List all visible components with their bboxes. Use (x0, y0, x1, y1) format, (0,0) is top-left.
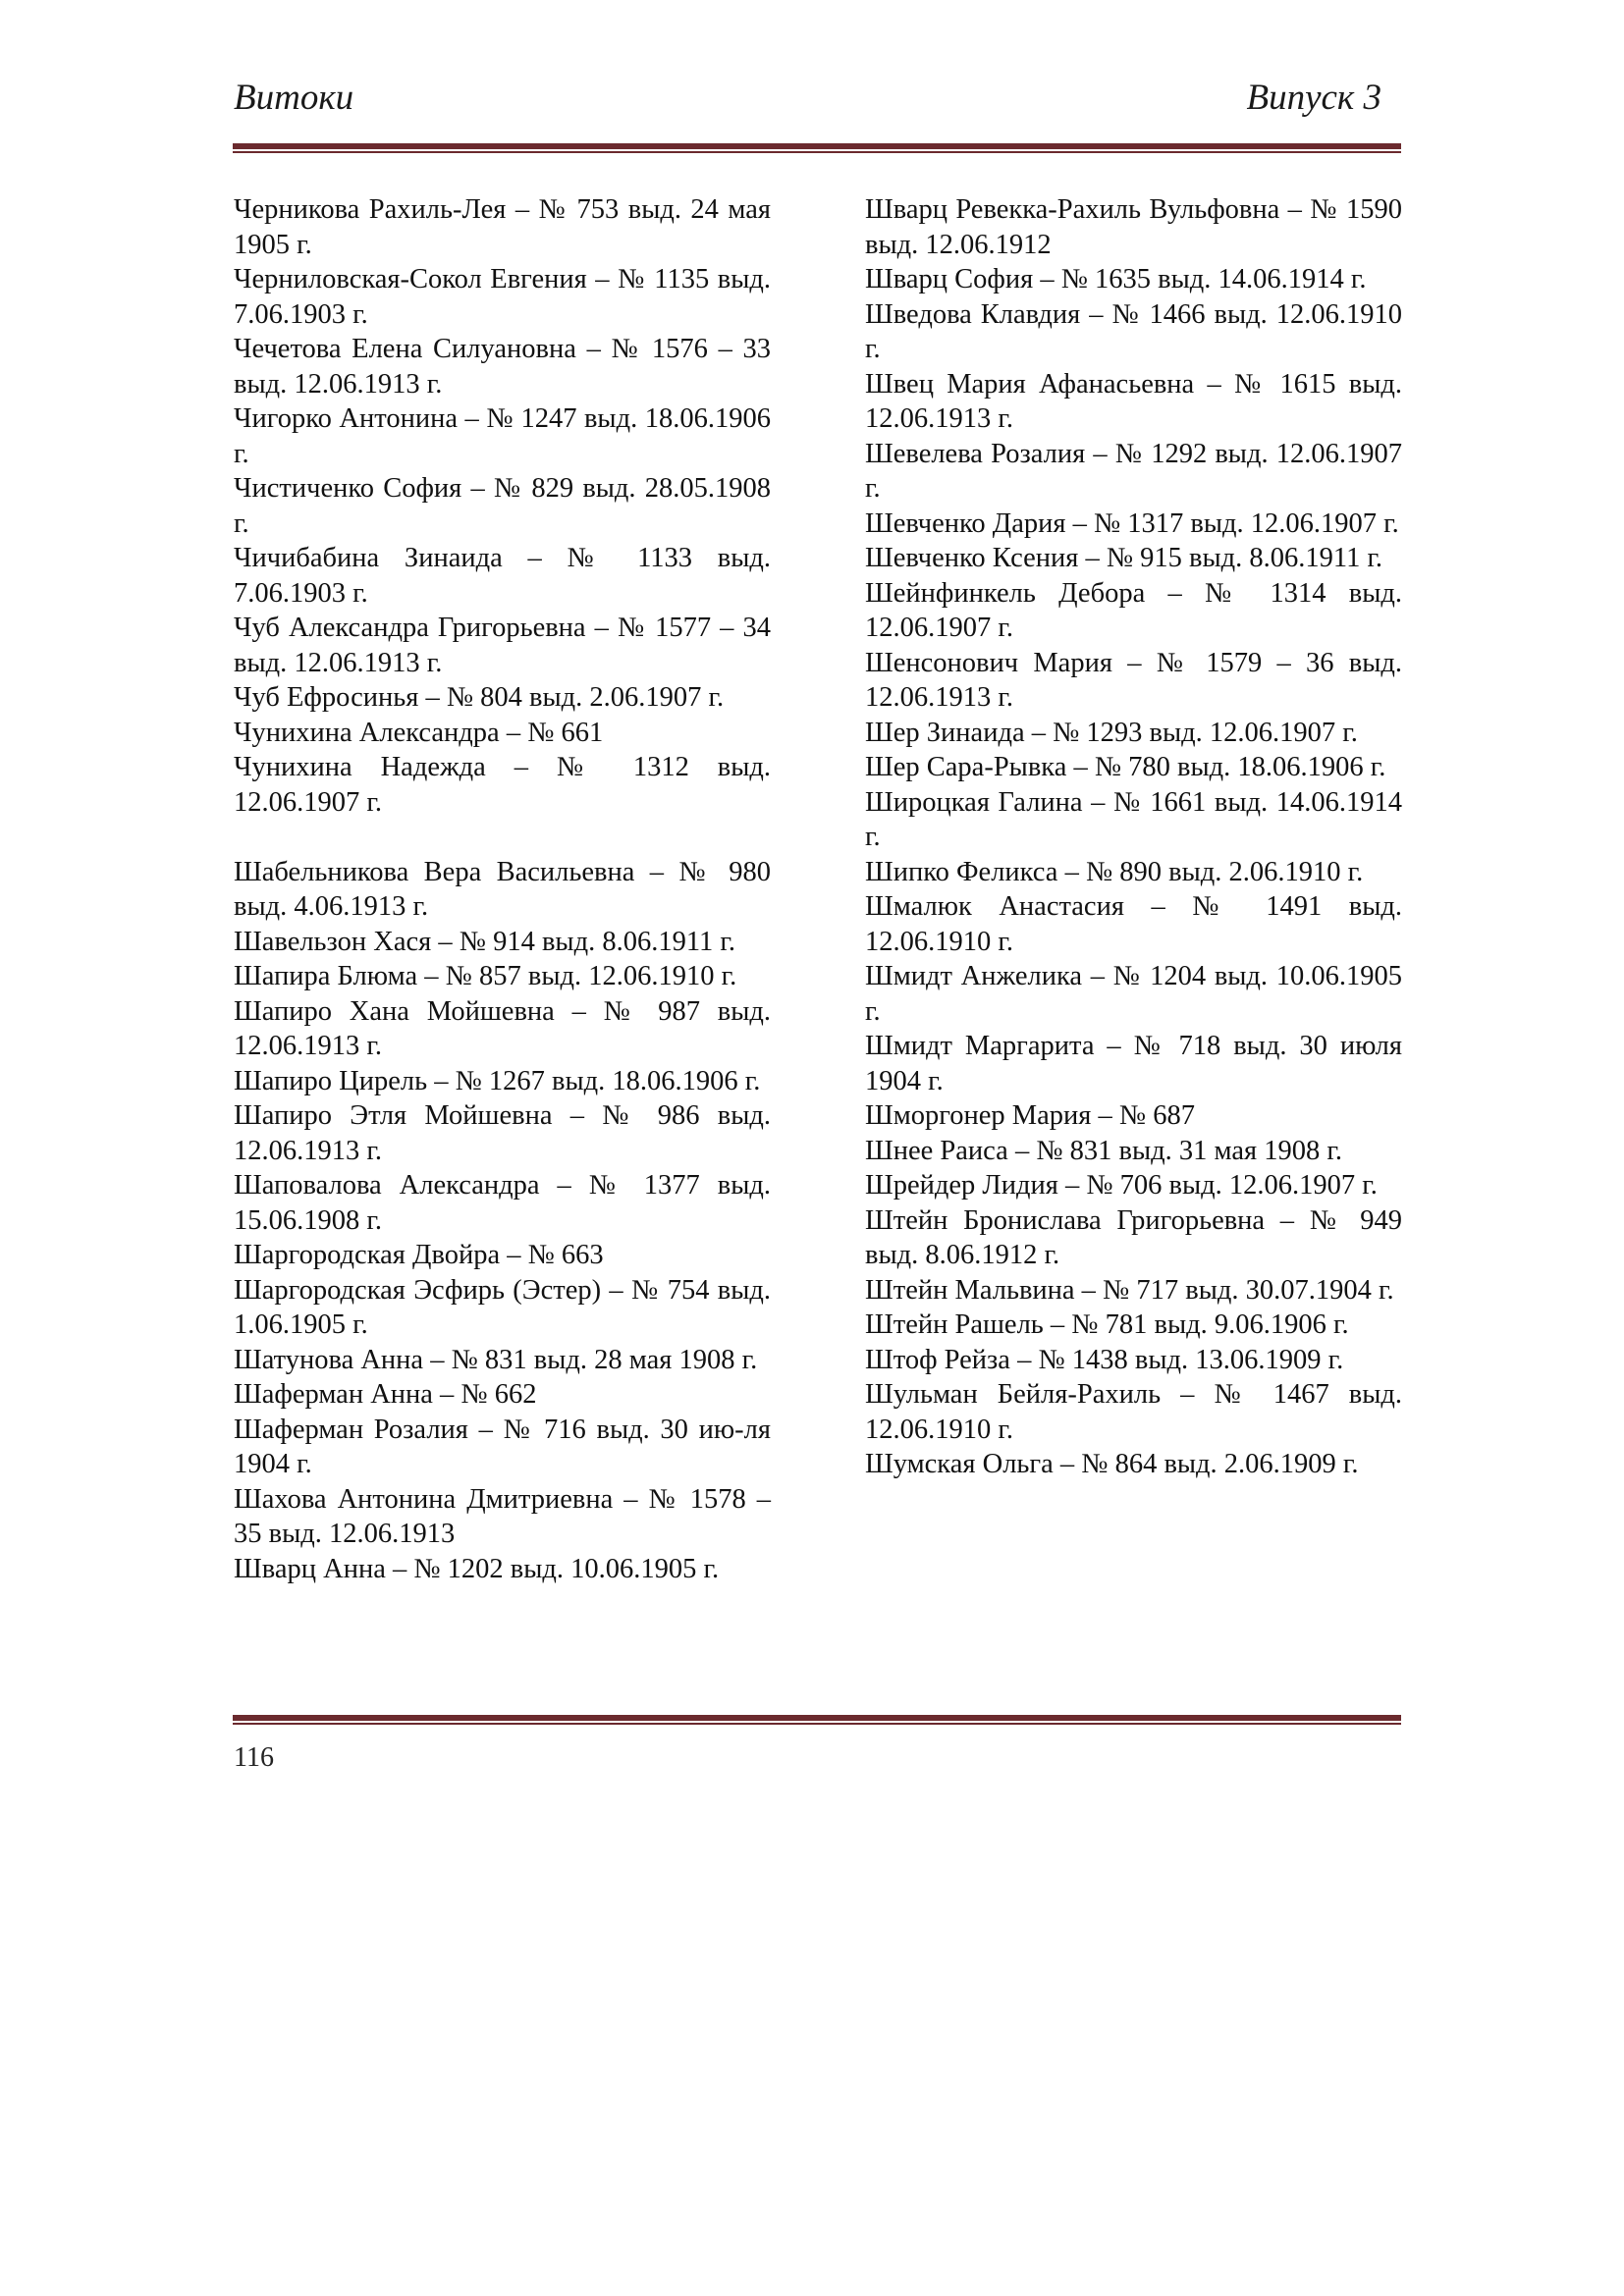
list-item: Шатунова Анна – № 831 выд. 28 мая 1908 г. (234, 1344, 758, 1375)
list-item: Шмидт Анжелика – № 1204 выд. 10.06.1905 г. (865, 961, 1402, 1027)
list-item: Шварц Анна – № 1202 выд. 10.06.1905 г. (234, 1553, 720, 1584)
section-gap (234, 820, 771, 855)
list-item: Черникова Рахиль-Лея – № 753 выд. 24 мая 1905 г. (234, 194, 771, 260)
list-item: Шавельзон Хася – № 914 выд. 8.06.1911 г. (234, 926, 735, 957)
footer-rule-thin (233, 1723, 1401, 1725)
running-header-right: Випуск 3 (1246, 78, 1381, 118)
list-item: Чечетова Елена Силуановна – № 1576 – 33 выд. 12.06.1913 г. (234, 334, 771, 400)
page-number: 116 (234, 1742, 274, 1773)
list-item: Чигорко Антонина – № 1247 выд. 18.06.1906 г. (234, 403, 771, 469)
list-item: Шапиро Этля Мойшевна – № 986 выд. 12.06.1913 г. (234, 1100, 771, 1166)
list-item: Шаргородская Двойра – № 663 (234, 1240, 604, 1270)
list-item: Шварц Ревекка-Рахиль Вульфовна – № 1590 выд. 12.06.1912 (865, 194, 1402, 260)
list-item: Черниловская-Сокол Евгения – № 1135 выд. 7.06.1903 г. (234, 264, 771, 330)
header-rule-thin (233, 151, 1401, 153)
list-item: Чунихина Надежда – № 1312 выд. 12.06.1907 г. (234, 752, 771, 818)
list-item: Шаферман Розалия – № 716 выд. 30 ию-ля 1904 г. (234, 1414, 771, 1479)
list-item: Штейн Бронислава Григорьевна – № 949 выд. 8.06.1912 г. (865, 1204, 1402, 1270)
list-item: Шер Сара-Рывка – № 780 выд. 18.06.1906 г. (865, 752, 1386, 782)
list-item: Шипко Феликса – № 890 выд. 2.06.1910 г. (865, 856, 1364, 887)
list-item: Широцкая Галина – № 1661 выд. 14.06.1914 г. (865, 786, 1402, 852)
right-column (865, 192, 1402, 1482)
list-item: Шахова Антонина Дмитриевна – № 1578 – 35 выд. 12.06.1913 (234, 1483, 771, 1549)
list-item: Шапиро Цирель – № 1267 выд. 18.06.1906 г. (234, 1065, 761, 1096)
list-item: Шаргородская Эсфирь (Эстер) – № 754 выд. 1.06.1905 г. (234, 1274, 771, 1340)
list-item: Шведова Клавдия – № 1466 выд. 12.06.1910 г. (865, 298, 1402, 364)
list-item: Шрейдер Лидия – № 706 выд. 12.06.1907 г. (865, 1170, 1378, 1201)
list-item: Шевелева Розалия – № 1292 выд. 12.06.1907 г. (865, 438, 1402, 504)
footer-rule-thick (233, 1715, 1401, 1721)
list-item: Шаповалова Александра – № 1377 выд. 15.06.1908 г. (234, 1170, 771, 1236)
list-item: Шмалюк Анастасия – № 1491 выд. 12.06.1910 г. (865, 891, 1402, 957)
list-item: Шевченко Ксения – № 915 выд. 8.06.1911 г. (865, 543, 1383, 573)
list-item: Шумская Ольга – № 864 выд. 2.06.1909 г. (865, 1449, 1359, 1479)
list-item: Шварц София – № 1635 выд. 14.06.1914 г. (865, 264, 1367, 294)
footer-rule (233, 1715, 1401, 1725)
list-item: Шейнфинкель Дебора – № 1314 выд. 12.06.1907 г. (865, 577, 1402, 643)
list-item: Чуб Александра Григорьевна – № 1577 – 34 выд. 12.06.1913 г. (234, 613, 771, 678)
list-item: Шмидт Маргарита – № 718 выд. 30 июля 1904 г. (865, 1031, 1402, 1096)
list-item: Чистиченко София – № 829 выд. 28.05.1908 г. (234, 473, 771, 539)
list-item: Шаферман Анна – № 662 (234, 1379, 537, 1410)
header-rule (233, 143, 1401, 153)
running-header-left: Витоки (234, 78, 354, 118)
header-rule-thick (233, 143, 1401, 149)
list-item: Швец Мария Афанасьевна – № 1615 выд. 12.06.1913 г. (865, 368, 1402, 434)
list-item: Шер Зинаида – № 1293 выд. 12.06.1907 г. (865, 717, 1358, 748)
list-item: Шабельникова Вера Васильевна – № 980 выд. 4.06.1913 г. (234, 856, 771, 922)
list-item: Штоф Рейза – № 1438 выд. 13.06.1909 г. (865, 1344, 1344, 1375)
list-item: Шенсонович Мария – № 1579 – 36 выд. 12.06.1913 г. (865, 647, 1402, 713)
list-item: Шульман Бейля-Рахиль – № 1467 выд. 12.06.1910 г. (865, 1379, 1402, 1445)
list-item: Чичибабина Зинаида – № 1133 выд. 7.06.1903 г. (234, 543, 771, 609)
list-item: Штейн Рашель – № 781 выд. 9.06.1906 г. (865, 1309, 1349, 1340)
list-item: Шапиро Хана Мойшевна – № 987 выд. 12.06.1913 г. (234, 995, 771, 1061)
list-item: Чунихина Александра – № 661 (234, 717, 604, 748)
list-item: Шевченко Дария – № 1317 выд. 12.06.1907 г. (865, 507, 1399, 539)
list-item: Шнее Раиса – № 831 выд. 31 мая 1908 г. (865, 1135, 1342, 1166)
list-item: Чуб Ефросинья – № 804 выд. 2.06.1907 г. (234, 682, 725, 713)
left-column (234, 192, 771, 1586)
list-item: Шапира Блюма – № 857 выд. 12.06.1910 г. (234, 961, 737, 991)
list-item: Шморгонер Мария – № 687 (865, 1100, 1195, 1131)
list-item: Штейн Мальвина – № 717 выд. 30.07.1904 г. (865, 1274, 1394, 1306)
